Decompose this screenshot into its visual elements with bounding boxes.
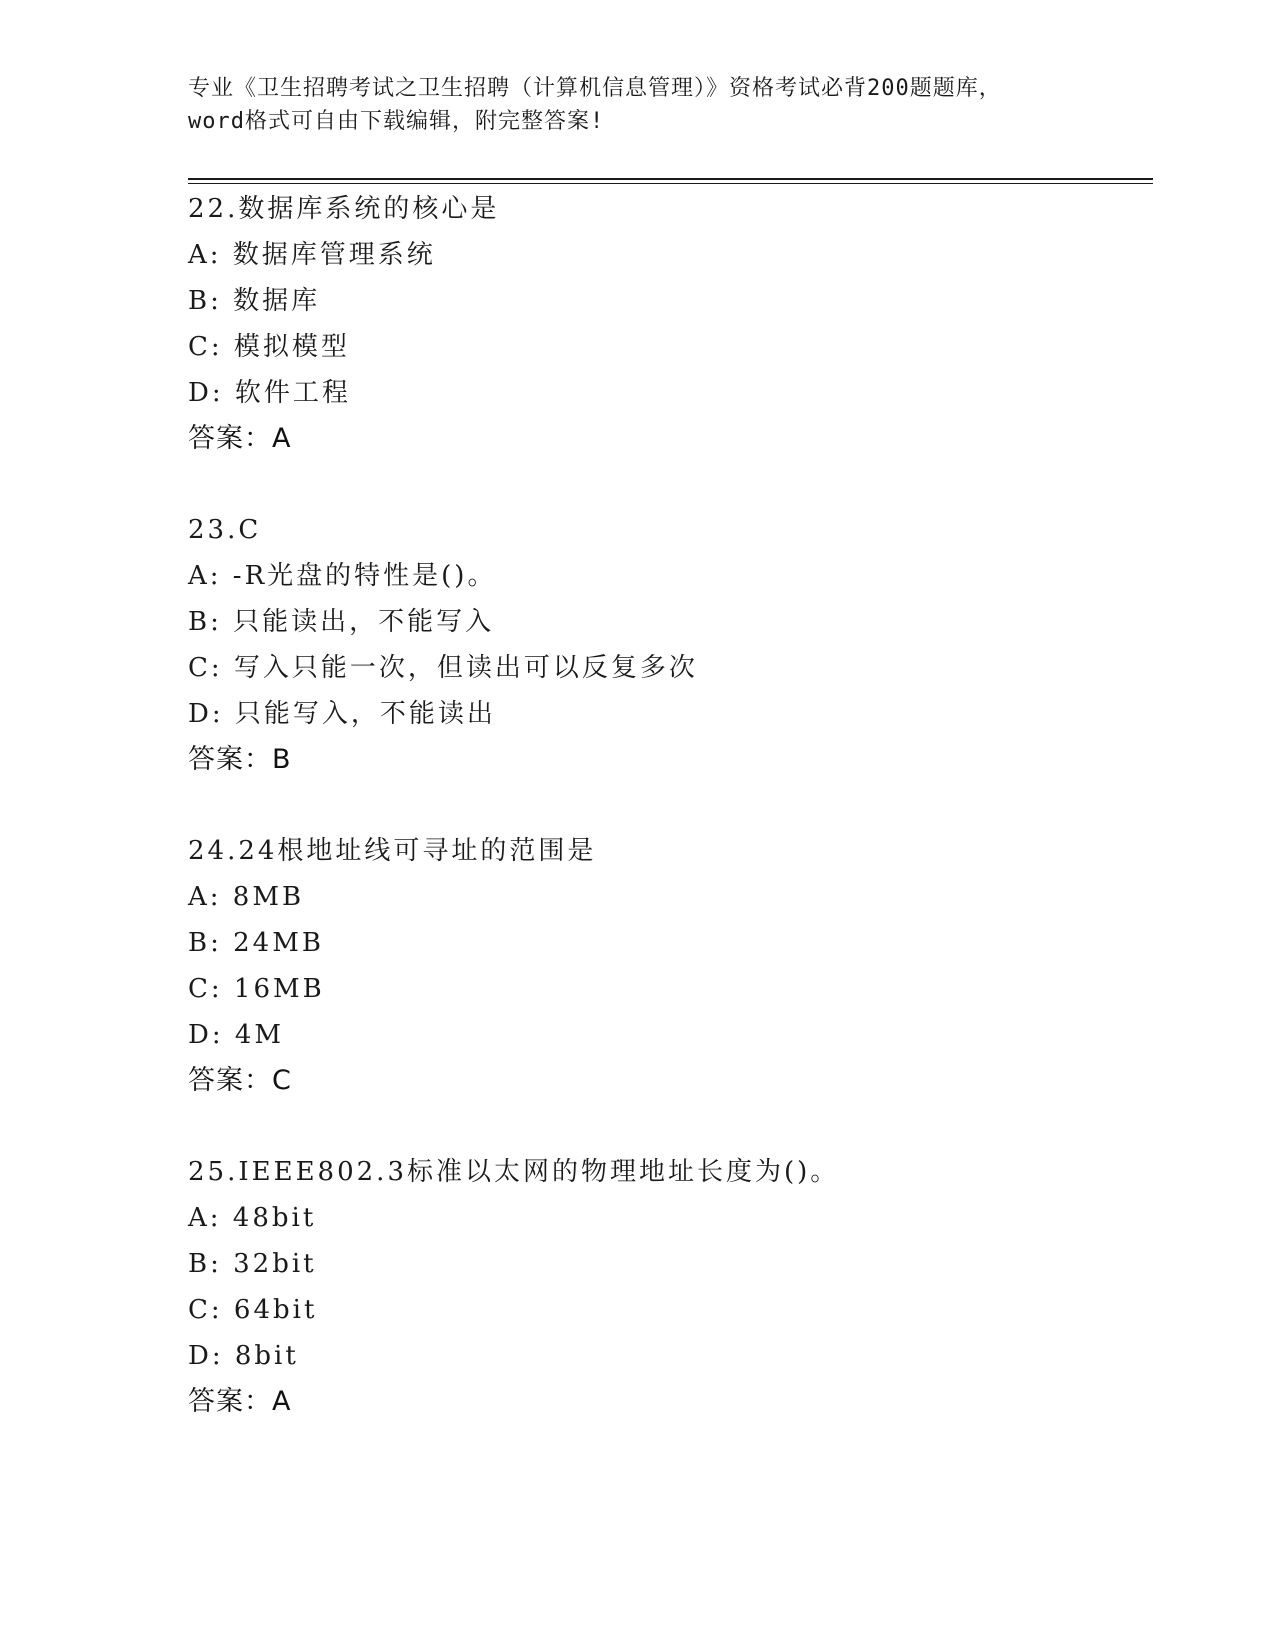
header-line-2: word格式可自由下载编辑，附完整答案! [188, 109, 605, 134]
question-stem: 24.24根地址线可寻址的范围是 [188, 836, 597, 866]
document-header [188, 72, 1088, 138]
option-c: C: 16MB [188, 974, 325, 1004]
question-24 [188, 828, 1138, 1104]
question-25 [188, 1149, 1138, 1425]
option-c: C: 写入只能一次，但读出可以反复多次 [188, 653, 698, 683]
option-b: B: 只能读出，不能写入 [188, 607, 495, 637]
header-divider-thick [188, 178, 1153, 180]
option-d: D: 软件工程 [188, 378, 351, 408]
option-b: B: 32bit [188, 1249, 317, 1279]
question-stem: 25.IEEE802.3标准以太网的物理地址长度为()。 [188, 1157, 840, 1187]
option-d: D: 4M [188, 1020, 285, 1050]
question-list [188, 186, 1138, 1470]
option-a: A: 48bit [188, 1203, 317, 1233]
option-c: C: 模拟模型 [188, 332, 350, 362]
option-a: A: 8MB [188, 882, 305, 912]
question-stem: 23.C [188, 515, 262, 545]
answer-line: 答案：B [188, 744, 292, 775]
option-a: A: 数据库管理系统 [188, 240, 436, 270]
option-b: B: 数据库 [188, 286, 321, 316]
header-line-1: 专业《卫生招聘考试之卫生招聘（计算机信息管理）》资格考试必背200题题库， [188, 76, 1002, 101]
answer-line: 答案：C [188, 1065, 292, 1096]
question-22 [188, 186, 1138, 462]
option-b: B: 24MB [188, 928, 324, 958]
option-d: D: 只能写入，不能读出 [188, 699, 496, 729]
header-divider-thin [188, 183, 1153, 184]
question-stem: 22.数据库系统的核心是 [188, 194, 500, 224]
option-a: A: -R光盘的特性是()。 [188, 561, 497, 591]
question-23 [188, 507, 1138, 783]
answer-line: 答案：A [188, 1386, 292, 1417]
option-d: D: 8bit [188, 1341, 299, 1371]
answer-line: 答案：A [188, 423, 292, 454]
option-c: C: 64bit [188, 1295, 318, 1325]
